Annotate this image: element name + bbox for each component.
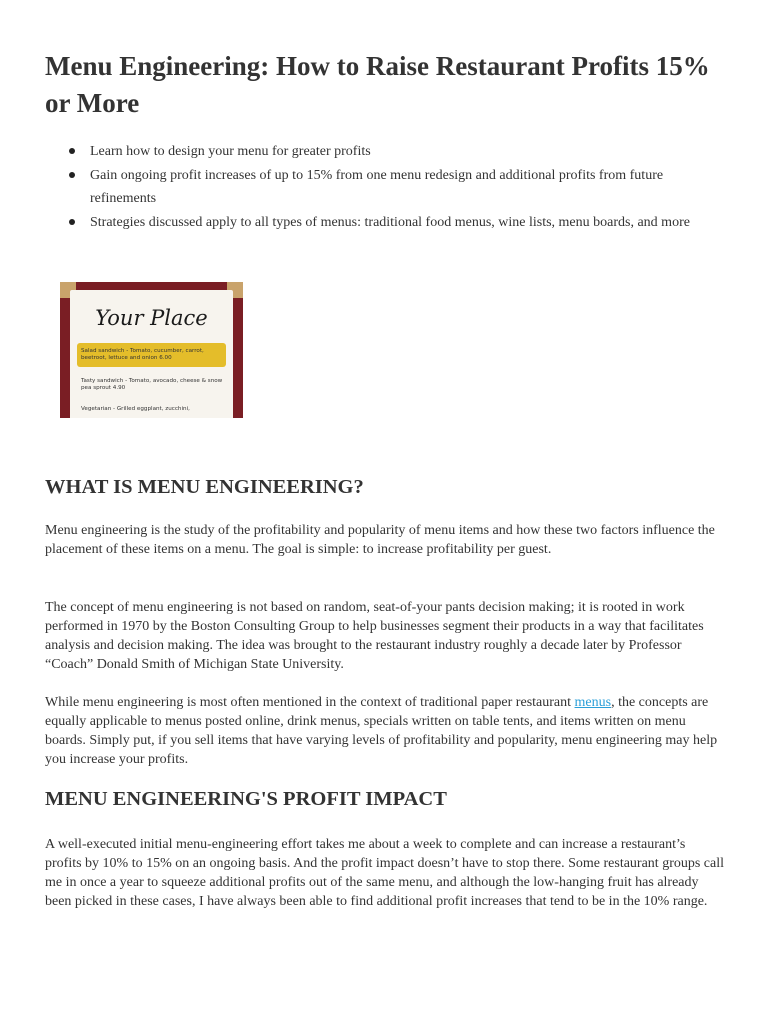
menus-link[interactable]: menus <box>574 695 612 710</box>
bullet-icon <box>69 219 75 225</box>
list-item-text: Gain ongoing profit increases of up to 15% from one menu redesign and additional profits from future refinements <box>90 167 664 206</box>
menu-sample-image <box>60 282 243 418</box>
paragraph: The concept of menu engineering is not based on random, seat-of-your pants decision making; it is rooted in work performed in 1970 by the Boston Consulting Group to help businesses segment their products in a way that facilitates analysis and decision making. The idea was brought to the restaurant industry roughly a decade later by Professor “Coach” Donald Smith of Michigan State University. <box>45 600 704 672</box>
page-title: Menu Engineering: How to Raise Restaurant Profits 15% or More <box>45 51 710 118</box>
paragraph: A well-executed initial menu-engineering effort takes me about a week to complete and can increase a restaurant’s profits by 10% to 15% on an ongoing basis. And the profit impact doesn’t have to stop there. Some restaurant groups call me in once a year to squeeze additional profits out of the same menu, and although the low-hanging fruit has already been picked in these cases, I have always been able to find additional profit increases that tend to be in the 10% range. <box>45 837 725 909</box>
list-item <box>45 164 725 211</box>
list-item <box>45 140 725 164</box>
paragraph <box>45 693 725 769</box>
list-item-text: Strategies discussed apply to all types of menus: traditional food menus, wine lists, menu boards, and more <box>90 214 690 230</box>
section-heading-what-is: WHAT IS MENU ENGINEERING? <box>45 476 364 498</box>
menu-heading: Your Place <box>95 306 208 330</box>
menu-paper <box>70 290 233 418</box>
paragraph-text: , the concepts are equally applicable to menus posted online, drink menus, specials written on table tents, and items written on menu boards. Simply put, if you sell items that have varying levels of profitability and popularity, menu engineering may help you increase your profits. <box>45 695 718 767</box>
bullet-icon <box>69 172 75 178</box>
menu-item: Salad sandwich - Tomato, cucumber, carrot, beetroot, lettuce and onion 6.00 <box>81 348 204 361</box>
paragraph: Menu engineering is the study of the profitability and popularity of menu items and how these two factors influence the placement of these items on a menu. The goal is simple: to increase profitability per guest. <box>45 523 715 557</box>
list-item <box>45 211 725 235</box>
paragraph-text: While menu engineering is most often mentioned in the context of traditional paper restaurant <box>45 695 575 710</box>
list-item-text: Learn how to design your menu for greater profits <box>90 144 371 159</box>
section-heading-profit-impact: MENU ENGINEERING'S PROFIT IMPACT <box>45 788 447 810</box>
summary-list <box>45 140 725 234</box>
menu-item: Tasty sandwich - Tomato, avocado, cheese & snow pea sprout 4.90 <box>81 378 223 391</box>
menu-item: Vegetarian - Grilled eggplant, zucchini, <box>81 406 190 412</box>
bullet-icon <box>69 148 75 154</box>
